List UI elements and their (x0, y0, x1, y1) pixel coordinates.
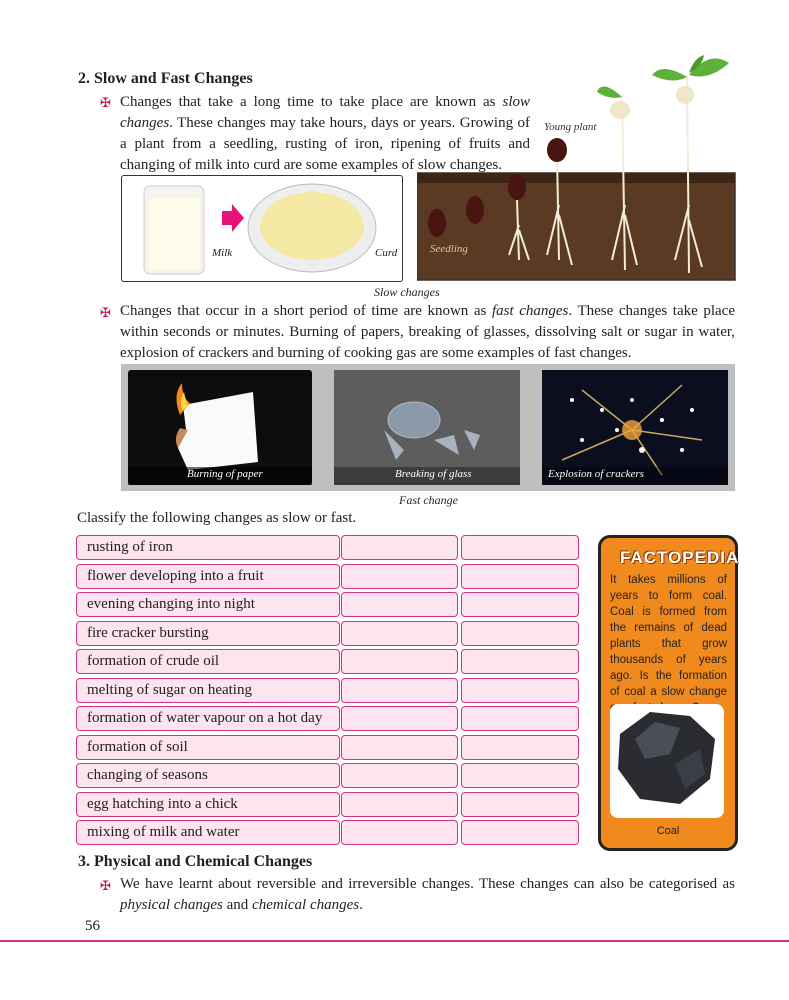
answer-cell-slow[interactable] (341, 592, 458, 617)
answer-cell-slow[interactable] (341, 792, 458, 817)
change-label: rusting of iron (87, 539, 173, 555)
answer-cell-fast[interactable] (461, 592, 579, 617)
table-row (76, 678, 340, 703)
table-row (76, 706, 340, 731)
answer-cell-slow[interactable] (341, 621, 458, 646)
change-label: mixing of milk and water (87, 824, 240, 840)
table-row (76, 592, 340, 617)
change-label: formation of water vapour on a hot day (87, 710, 323, 726)
answer-cell-fast[interactable] (461, 706, 579, 731)
answer-cell-slow[interactable] (341, 564, 458, 589)
change-label: fire cracker bursting (87, 624, 209, 641)
curd-label: Curd (375, 247, 398, 259)
answer-cell-fast[interactable] (461, 792, 579, 817)
fast-change-caption: Fast change (399, 493, 458, 507)
fast-changes-paragraph: Changes that occur in a short period of time are known as fast changes. These changes take place within seconds or minutes. Burning of papers, breaking of glasses, dissolving salt or sugar in water, explosion of crackers and burning of cooking gas are some examples of fast changes. (120, 303, 735, 361)
answer-cell-fast[interactable] (461, 535, 579, 560)
classify-instruction: Classify the following changes as slow or fast. (77, 510, 357, 526)
answer-cell-fast[interactable] (461, 820, 579, 845)
change-label: flower developing into a fruit (87, 567, 264, 584)
section-heading: 3. Physical and Chemical Changes (78, 853, 313, 870)
table-row (76, 763, 340, 788)
answer-cell-slow[interactable] (341, 535, 458, 560)
factopedia-box (598, 535, 738, 851)
table-row (76, 621, 340, 646)
table-row (76, 649, 340, 674)
slow-changes-caption: Slow changes (374, 285, 440, 299)
seedling-label: Seedling (430, 243, 468, 255)
coal-label: Coal (656, 825, 680, 837)
footer-rule (0, 940, 789, 942)
answer-cell-fast[interactable] (461, 735, 579, 760)
milk-curd-image (121, 175, 403, 282)
change-label: formation of crude oil (87, 653, 220, 669)
factopedia-title: FACTOPEDIA (620, 548, 740, 567)
fast-change-strip (121, 364, 735, 491)
answer-cell-fast[interactable] (461, 763, 579, 788)
change-label: changing of seasons (87, 767, 208, 783)
factopedia-text: It takes millions of years to form coal. Coal is formed from the remains of dead plants that grow thousands of years ago. Is the formation of coal a slow change (610, 574, 727, 698)
bullet-icon: ✠ (100, 878, 111, 893)
answer-cell-slow[interactable] (341, 820, 458, 845)
answer-cell-fast[interactable] (461, 678, 579, 703)
answer-cell-slow[interactable] (341, 706, 458, 731)
answer-cell-fast[interactable] (461, 649, 579, 674)
explosion-label: Explosion of crackers (548, 468, 644, 480)
young-plant-label: Young plant (544, 121, 597, 133)
coal-image (610, 704, 724, 818)
answer-cell-slow[interactable] (341, 763, 458, 788)
bullet-icon: ✠ (100, 95, 111, 110)
slow-changes-paragraph: Changes that take a long time to take place are known as slow changes. These changes may take hours, days or years. Growing of a plant from a seedling, rusting of iron, ripening of fruits and changing of milk into curd are some examples of slow changes. (120, 94, 530, 173)
table-row (76, 792, 340, 817)
answer-cell-slow[interactable] (341, 649, 458, 674)
table-row (76, 820, 340, 845)
milk-label: Milk (212, 247, 233, 259)
plant-label: Plant (706, 98, 730, 110)
section-heading: 2. Slow and Fast Changes (78, 70, 253, 87)
change-label: formation of soil (87, 738, 188, 755)
change-label: melting of sugar on heating (87, 681, 252, 698)
table-row (76, 735, 340, 760)
answer-cell-slow[interactable] (341, 735, 458, 760)
table-row (76, 564, 340, 589)
change-label: evening changing into night (87, 596, 255, 612)
answer-cell-slow[interactable] (341, 678, 458, 703)
section3-paragraph: We have learnt about reversible and irreversible changes. These changes can also be categorised as physical changes and chemical changes. (120, 876, 735, 913)
change-label: egg hatching into a chick (87, 795, 238, 812)
bullet-icon: ✠ (100, 305, 111, 320)
breaking-glass-label: Breaking of glass (395, 468, 472, 480)
page-number: 56 (85, 918, 100, 934)
answer-cell-fast[interactable] (461, 564, 579, 589)
burning-paper-label: Burning of paper (187, 468, 263, 480)
answer-cell-fast[interactable] (461, 621, 579, 646)
table-row (76, 535, 340, 560)
